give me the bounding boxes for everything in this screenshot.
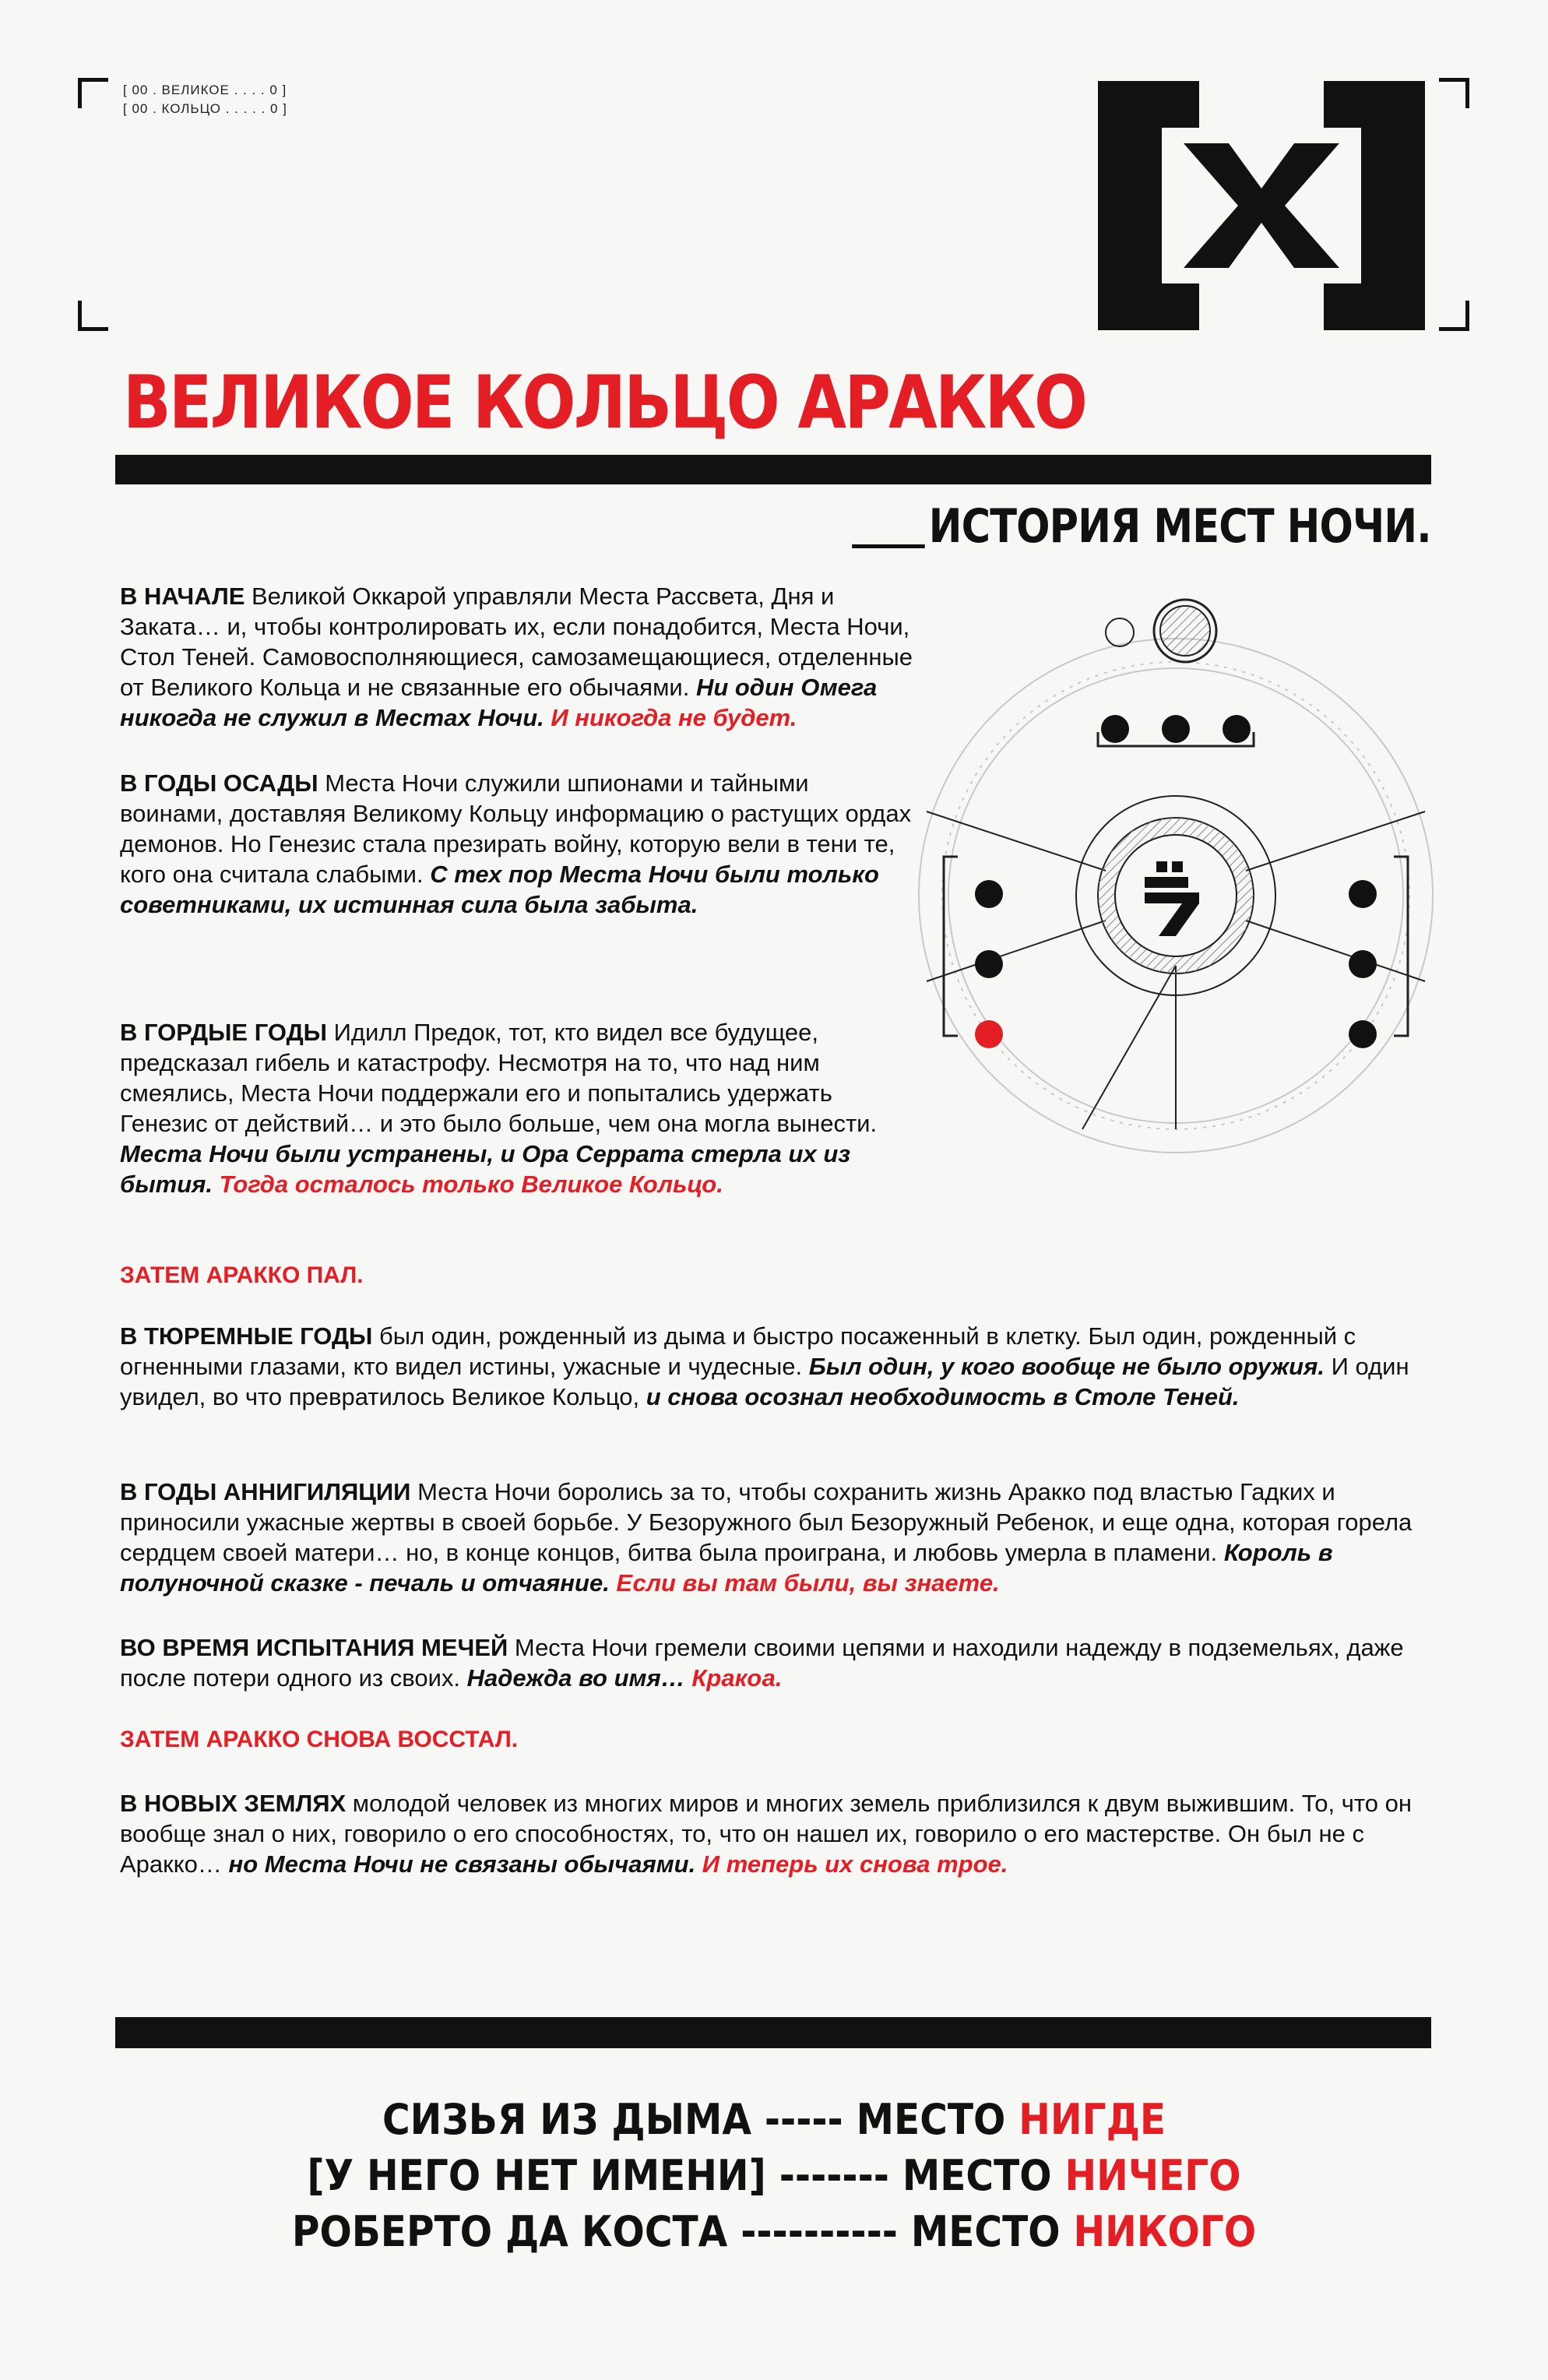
section-text: Места Ночи гремели своими цепями и находили надежду в подземельях, даже после потери одного из своих. (120, 1634, 1404, 1692)
section-new-lands (120, 1788, 1444, 1879)
section-red-emphasis: Тогда осталось только Великое Кольцо. (213, 1171, 723, 1198)
section-text: Идилл Предок, тот, кто видел все будущее, предсказал гибель и катастрофу. Несмотря на то, что над ним смеялись, Места Ночи поддержали его и попытались удержать Генезис от действий… и это было больше, чем она могла вынести. (120, 1019, 878, 1137)
heading-arakko-rose: ЗАТЕМ АРАККО СНОВА ВОССТАЛ. (120, 1727, 519, 1752)
section-lead: В ТЮРЕМНЫЕ ГОДЫ (120, 1322, 373, 1350)
section-emphasis: Король в полуночной сказке - печаль и отчаяние. (120, 1539, 1333, 1597)
section-emphasis: но Места Ночи не связаны обычаями. (228, 1850, 696, 1878)
x-logo-icon (1098, 81, 1425, 330)
section-lead: В ГОДЫ ОСАДЫ (120, 769, 318, 797)
corner-mark-bottom-right (1439, 301, 1469, 331)
section-lead: В НОВЫХ ЗЕМЛЯХ (120, 1790, 347, 1817)
roster-member: СИЗЬЯ ИЗ ДЫМА ----- МЕСТО (382, 2095, 1006, 2144)
corner-mark-top-right (1439, 78, 1469, 108)
section-red-emphasis: И теперь их снова трое. (695, 1850, 1008, 1878)
section-trial-of-swords (120, 1632, 1444, 1693)
roster-divider-bar (115, 2017, 1431, 2048)
section-text: Места Ночи служили шпионами и тайными воинами, доставляя Великому Кольцу информацию о растущих ордах демонов. Но Генезис стала презирать войну, которую вели в тени те, кого она считала слабыми. (120, 769, 912, 888)
roster-row (77, 2204, 1470, 2260)
issue-meta (123, 81, 287, 118)
section-red-emphasis: Если вы там были, вы знаете. (609, 1569, 1000, 1597)
section-emphasis: Был один, у кого вообще не было оружия. (808, 1353, 1325, 1380)
section-emphasis: Ни один Омега никогда не служил в Местах Ночи. (120, 674, 878, 731)
section-annihilation-years (120, 1477, 1444, 1598)
roster-seat: НИГДЕ (1019, 2095, 1166, 2144)
section-siege (120, 768, 914, 920)
corner-mark-bottom-left (78, 301, 108, 331)
corner-mark-top-left (78, 78, 108, 108)
section-proud-years (120, 1017, 914, 1199)
section-text: Места Ночи боролись за то, чтобы сохранить жизнь Аракко под властью Гадких и приносили ужасные жертвы в своей борьбе. У Безоружного был Безоружный Ребенок, и еще одна, которая горела сердцем своей матери… но, в конце концов, битва была проиграна, и любовь умерла в пламени. (120, 1478, 1413, 1566)
section-text: И один увидел, во что превратилось Великое Кольцо, (120, 1353, 1409, 1410)
section-emphasis: С тех пор Места Ночи были только советниками, их истинная сила была забыта. (120, 861, 879, 918)
roster-seat: НИКОГО (1073, 2207, 1257, 2256)
section-text: Великой Оккарой управляли Места Рассвета, Дня и Заката… и, чтобы контролировать их, если понадобится, Места Ночи, Стол Теней. Самовосполняющиеся, самозамещающиеся, отделенные от Великого Кольца и не связанные его обычаями. (120, 583, 913, 701)
meta-line-ring: [ 00 . КОЛЬЦО . . . . . 0 ] (123, 101, 287, 116)
section-lead: В ГОДЫ АННИГИЛЯЦИИ (120, 1478, 411, 1505)
section-red-emphasis: Кракоа. (684, 1664, 783, 1692)
page-title: ВЕЛИКОЕ КОЛЬЦО АРАККО (123, 361, 1086, 445)
section-text: был один, рожденный из дыма и быстро посаженный в клетку. Был один, рожденный с огненными глазами, кто видел истины, ужасные и чудесные. (120, 1322, 1356, 1380)
page-subtitle (852, 495, 1431, 558)
section-beginning (120, 581, 914, 733)
roster-member: [У НЕГО НЕТ ИМЕНИ] ------- МЕСТО (307, 2151, 1052, 2200)
seat-roster (0, 2092, 1548, 2260)
section-emphasis: и снова осознал необходимость в Столе Теней. (646, 1383, 1240, 1410)
section-text: молодой человек из многих миров и многих земель приблизился к двум выжившим. То, что он вообще знал о них, говорило о его способностях, то, что он нашел их, говорило о его мастерстве. Он был не с Аракко… (120, 1790, 1412, 1878)
roster-row (77, 2148, 1470, 2204)
title-divider-bar (115, 455, 1431, 484)
section-emphasis: Места Ночи были устранены, и Ора Серрата стерла их из бытия. (120, 1140, 851, 1198)
subtitle-text: ИСТОРИЯ МЕСТ НОЧИ. (929, 499, 1431, 554)
section-lead: ВО ВРЕМЯ ИСПЫТАНИЯ МЕЧЕЙ (120, 1634, 508, 1661)
great-ring-diagram (903, 584, 1448, 1176)
roster-row (77, 2092, 1470, 2148)
roster-seat: НИЧЕГО (1064, 2151, 1241, 2200)
meta-line-great: [ 00 . ВЕЛИКОЕ . . . . 0 ] (123, 83, 287, 97)
roster-member: РОБЕРТО ДА КОСТА ---------- МЕСТО (291, 2207, 1061, 2256)
section-emphasis: Надежда во имя… (466, 1664, 685, 1692)
section-prison-years (120, 1321, 1444, 1412)
section-red-emphasis: И никогда не будет. (544, 704, 797, 731)
heading-arakko-fell: ЗАТЕМ АРАККО ПАЛ. (120, 1262, 364, 1288)
section-lead: В ГОРДЫЕ ГОДЫ (120, 1019, 328, 1046)
subtitle-underline (852, 544, 925, 548)
section-lead: В НАЧАЛЕ (120, 583, 245, 610)
